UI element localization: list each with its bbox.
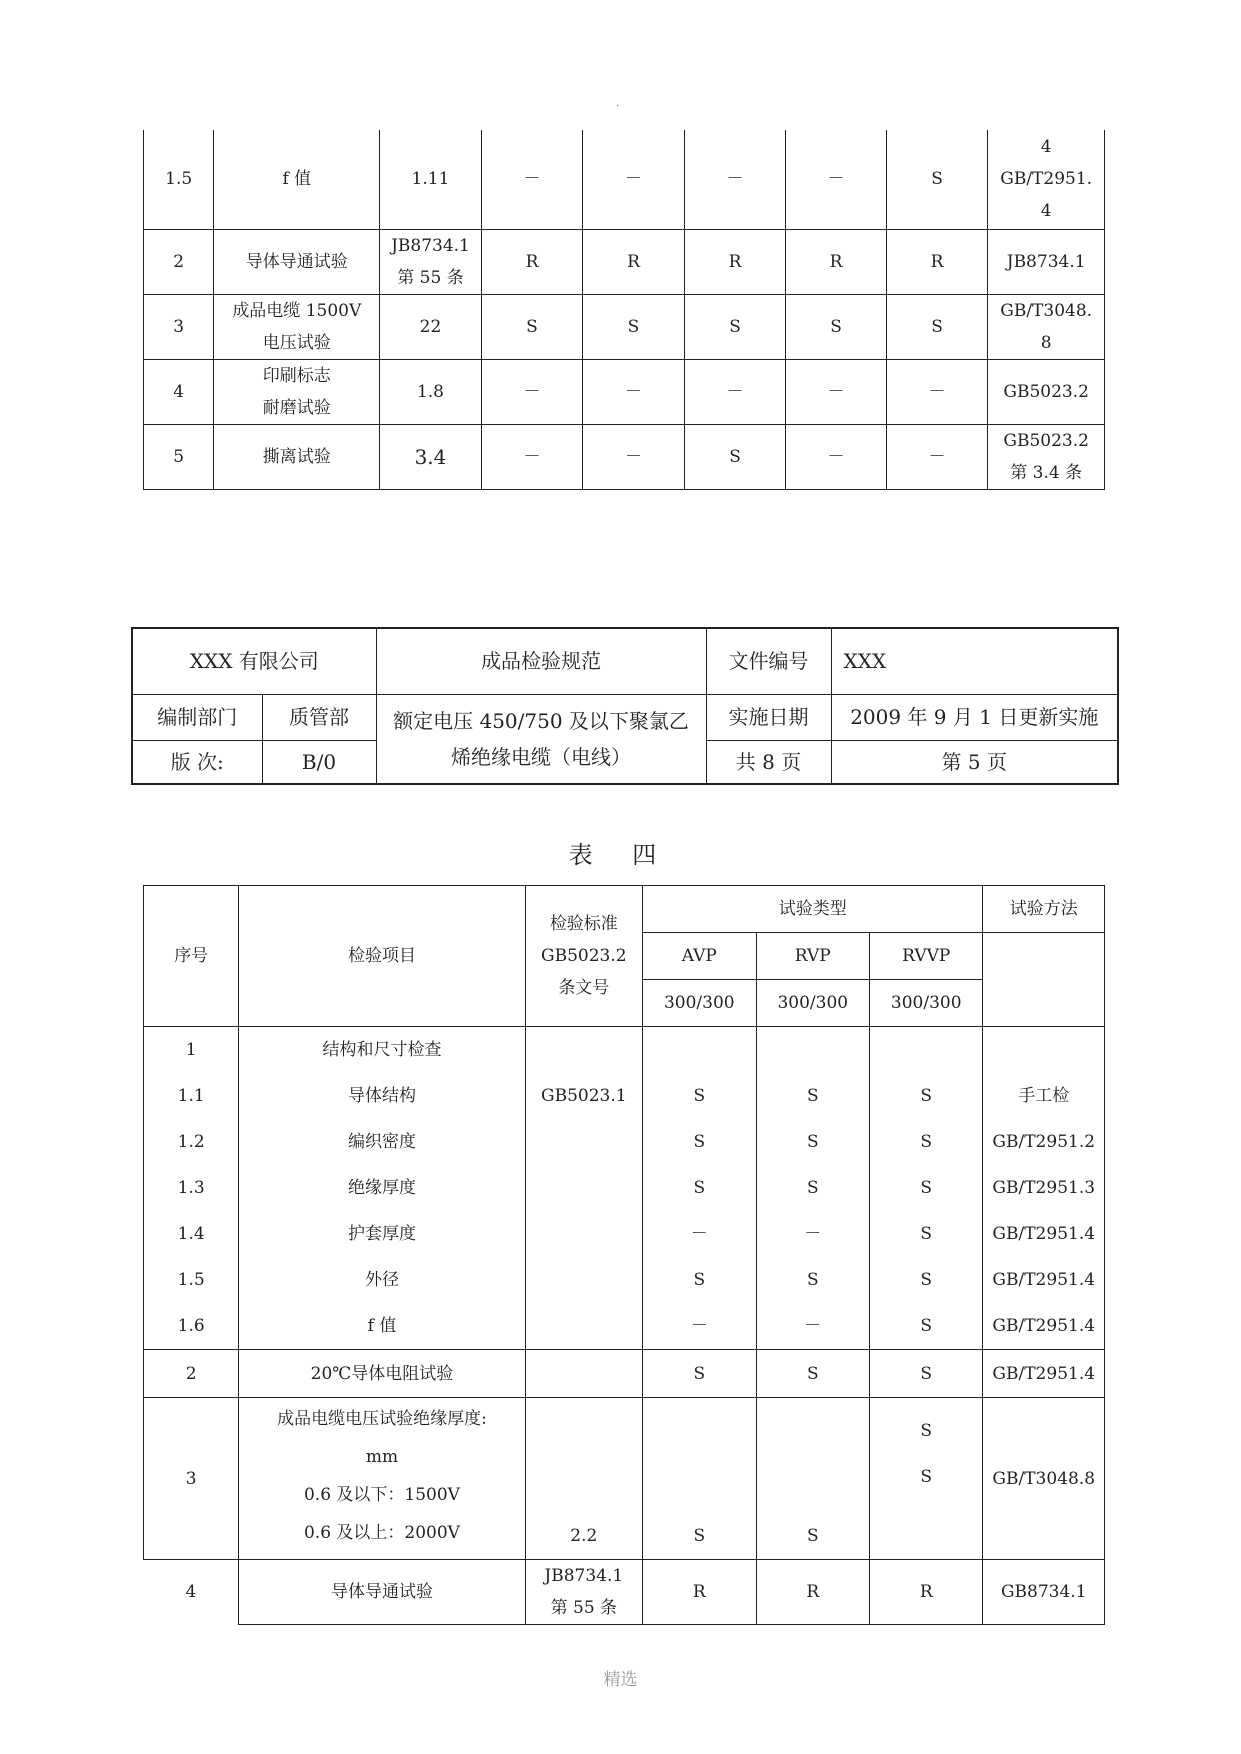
- g1-item-line: f 值: [367, 1316, 397, 1336]
- continued-cell-c4: －: [786, 359, 887, 424]
- row2-rvvp: S: [870, 1350, 983, 1398]
- row3-rvp: S: [756, 1398, 869, 1560]
- doc-no-label: 文件编号: [706, 628, 831, 694]
- g1-seq-line: 1.2: [177, 1132, 205, 1152]
- continued-cell-c4: －: [786, 130, 887, 229]
- continued-cell-c4: R: [786, 229, 887, 294]
- g1-avp-line: S: [693, 1270, 706, 1290]
- row4-rvvp: R: [870, 1560, 983, 1625]
- header-seq: 序号: [144, 886, 239, 1027]
- row3-seq: 3: [144, 1398, 239, 1560]
- continued-cell-seq: 4: [144, 359, 214, 424]
- g1-std-line: [526, 1165, 642, 1211]
- g1-seq-line: 1.6: [177, 1316, 205, 1336]
- g1-rvvp-line: S: [920, 1316, 933, 1336]
- row3-item-line: 0.6 及以上：2000V: [303, 1523, 460, 1543]
- g1-rvvp-line: [870, 1027, 982, 1073]
- continued-cell-c5: S: [886, 294, 988, 359]
- company-name: XXX 有限公司: [132, 628, 376, 694]
- continued-cell-c2: R: [583, 229, 685, 294]
- row3-std: 2.2: [525, 1398, 642, 1560]
- row2-method: GB/T2951.4: [983, 1350, 1105, 1398]
- g1-std-line: [526, 1303, 642, 1349]
- g1-std-line: [526, 1027, 642, 1073]
- header-std: 检验标准 GB5023.2 条文号: [525, 886, 642, 1027]
- footer-watermark: 精选: [603, 1670, 638, 1690]
- continued-cell-seq: 1.5: [144, 130, 214, 229]
- continued-cell-c1: －: [481, 130, 583, 229]
- doc-title: 成品检验规范: [376, 628, 706, 694]
- g1-rvp-line: S: [806, 1086, 819, 1106]
- row3-item-line: 成品电缆电压试验绝缘厚度:: [277, 1409, 487, 1429]
- group1-rvp: [756, 1027, 869, 1350]
- group1-std: [525, 1027, 642, 1350]
- g1-rvp-line: S: [806, 1132, 819, 1152]
- type-rvp: RVP: [756, 933, 869, 980]
- row4-avp: R: [643, 1560, 756, 1625]
- continued-cell-c1: R: [481, 229, 583, 294]
- continued-cell-c2: －: [583, 424, 685, 489]
- continued-cell-c5: S: [886, 130, 988, 229]
- continued-test-table: [143, 130, 1105, 490]
- continued-cell-item: 撕离试验: [214, 424, 380, 489]
- g1-rvp-line: －: [804, 1316, 822, 1336]
- voltage-avp: 300/300: [643, 980, 756, 1027]
- continued-cell-c3: S: [684, 424, 786, 489]
- continued-cell-method: GB/T3048. 8: [988, 294, 1105, 359]
- row4-item: 导体导通试验: [239, 1560, 525, 1625]
- continued-row: [144, 424, 1105, 489]
- impl-date-label: 实施日期: [706, 694, 831, 740]
- continued-cell-c5: R: [886, 229, 988, 294]
- continued-cell-c1: S: [481, 294, 583, 359]
- continued-cell-method: 4 GB/T2951. 4: [988, 130, 1105, 229]
- g1-rvvp-line: S: [920, 1178, 933, 1198]
- row3-avp: S: [643, 1398, 756, 1560]
- version-value: B/0: [262, 740, 376, 784]
- g1-seq-line: 1: [185, 1040, 197, 1060]
- continued-cell-item: f 值: [214, 130, 380, 229]
- g1-method-line: GB/T2951.2: [992, 1132, 1096, 1152]
- g1-rvp-line: [757, 1027, 869, 1073]
- row2-rvp: S: [756, 1350, 869, 1398]
- continued-cell-item: 导体导通试验: [214, 229, 380, 294]
- row3-method: GB/T3048.8: [983, 1398, 1105, 1560]
- g1-seq-line: 1.3: [177, 1178, 205, 1198]
- continued-cell-c5: －: [886, 359, 988, 424]
- g1-rvvp-line: S: [920, 1224, 933, 1244]
- row4-seq: 4: [144, 1560, 239, 1625]
- impl-date: 2009 年 9 月 1 日更新实施: [831, 694, 1118, 740]
- group1-rvvp: [870, 1027, 983, 1350]
- continued-cell-c1: －: [481, 359, 583, 424]
- g1-std-line: GB5023.1: [541, 1086, 627, 1106]
- header-item: 检验项目: [239, 886, 525, 1027]
- dept-value: 质管部: [262, 694, 376, 740]
- g1-method-line: GB/T2951.4: [992, 1270, 1096, 1290]
- g1-rvvp-line: S: [920, 1270, 933, 1290]
- g1-method-line: [983, 1027, 1104, 1073]
- doc-no: XXX: [831, 628, 1118, 694]
- continued-row: [144, 359, 1105, 424]
- method-blank: [983, 933, 1105, 1027]
- subject: 额定电压 450/750 及以下聚氯乙烯绝缘电缆（电线）: [376, 694, 706, 784]
- group1-methods: [983, 1027, 1105, 1350]
- version-label: 版 次:: [132, 740, 262, 784]
- g1-seq-line: 1.1: [177, 1086, 205, 1106]
- continued-cell-c2: －: [583, 359, 685, 424]
- g1-avp-line: [643, 1027, 755, 1073]
- continued-cell-item: 印刷标志 耐磨试验: [214, 359, 380, 424]
- row2-item: 20℃导体电阻试验: [239, 1350, 525, 1398]
- g1-avp-line: －: [690, 1316, 708, 1336]
- table-caption: 表 四: [568, 841, 673, 869]
- header-method: 试验方法: [983, 886, 1105, 933]
- g1-method-line: 手工检: [1018, 1086, 1070, 1106]
- g1-item-line: 外径: [364, 1270, 399, 1290]
- row3-rvvp-line: S: [920, 1467, 933, 1487]
- g1-item-line: 绝缘厚度: [347, 1178, 416, 1198]
- group1-items: [239, 1027, 525, 1350]
- g1-std-line: [526, 1119, 642, 1165]
- g1-item-line: 结构和尺寸检查: [322, 1040, 442, 1060]
- continued-row: [144, 130, 1105, 229]
- dept-label: 编制部门: [132, 694, 262, 740]
- group1-seqs: [144, 1027, 239, 1350]
- continued-cell-c2: S: [583, 294, 685, 359]
- continued-cell-c4: －: [786, 424, 887, 489]
- continued-cell-method: JB8734.1: [988, 229, 1105, 294]
- table-four: [143, 885, 1105, 1625]
- header-type: 试验类型: [643, 886, 983, 933]
- g1-avp-line: －: [690, 1224, 708, 1244]
- continued-cell-c2: －: [583, 130, 685, 229]
- g1-rvvp-line: S: [920, 1086, 933, 1106]
- continued-cell-c3: －: [684, 359, 786, 424]
- continued-cell-std: JB8734.1 第 55 条: [380, 229, 482, 294]
- row3-rvvp-line: S: [920, 1421, 933, 1441]
- g1-rvp-line: S: [806, 1178, 819, 1198]
- continued-cell-std: 1.11: [380, 130, 482, 229]
- g1-rvp-line: －: [804, 1224, 822, 1244]
- row4-rvp: R: [756, 1560, 869, 1625]
- voltage-rvp: 300/300: [756, 980, 869, 1027]
- g1-std-line: [526, 1211, 642, 1257]
- continued-cell-c3: －: [684, 130, 786, 229]
- continued-cell-c4: S: [786, 294, 887, 359]
- g1-avp-line: S: [693, 1132, 706, 1152]
- continued-cell-method: GB5023.2: [988, 359, 1105, 424]
- continued-cell-seq: 2: [144, 229, 214, 294]
- document-header: [131, 627, 1119, 785]
- continued-cell-item: 成品电缆 1500V 电压试验: [214, 294, 380, 359]
- type-rvvp: RVVP: [870, 933, 983, 980]
- continued-cell-c3: S: [684, 294, 786, 359]
- g1-avp-line: S: [693, 1086, 706, 1106]
- continued-cell-c1: －: [481, 424, 583, 489]
- row3-item-line: mm: [365, 1447, 399, 1467]
- row2-seq: 2: [144, 1350, 239, 1398]
- g1-rvvp-line: S: [920, 1132, 933, 1152]
- g1-item-line: 编织密度: [347, 1132, 416, 1152]
- g1-seq-line: 1.4: [177, 1224, 205, 1244]
- total-pages: 共 8 页: [706, 740, 831, 784]
- g1-avp-line: S: [693, 1178, 706, 1198]
- continued-cell-c5: －: [886, 424, 988, 489]
- continued-cell-std: 3.4: [380, 424, 482, 489]
- g1-seq-line: 1.5: [177, 1270, 205, 1290]
- row2-std: [525, 1350, 642, 1398]
- page-number: 第 5 页: [831, 740, 1118, 784]
- g1-item-line: 护套厚度: [347, 1224, 416, 1244]
- continued-cell-c3: R: [684, 229, 786, 294]
- continued-cell-method: GB5023.2 第 3.4 条: [988, 424, 1105, 489]
- row4-method: GB8734.1: [983, 1560, 1105, 1625]
- voltage-rvvp: 300/300: [870, 980, 983, 1027]
- continued-cell-seq: 5: [144, 424, 214, 489]
- g1-method-line: GB/T2951.4: [992, 1316, 1096, 1336]
- g1-method-line: GB/T2951.3: [992, 1178, 1096, 1198]
- row3-rvvp: [870, 1398, 983, 1560]
- continued-cell-seq: 3: [144, 294, 214, 359]
- row3-items: [239, 1398, 525, 1560]
- row2-avp: S: [643, 1350, 756, 1398]
- continued-cell-std: 1.8: [380, 359, 482, 424]
- row4-std: JB8734.1 第 55 条: [525, 1560, 642, 1625]
- row3-item-line: 0.6 及以下：1500V: [303, 1485, 460, 1505]
- type-avp: AVP: [643, 933, 756, 980]
- g1-rvp-line: S: [806, 1270, 819, 1290]
- continued-cell-std: 22: [380, 294, 482, 359]
- continued-row: [144, 229, 1105, 294]
- group1-avp: [643, 1027, 756, 1350]
- g1-method-line: GB/T2951.4: [992, 1224, 1096, 1244]
- page-dot: .: [616, 98, 620, 109]
- continued-row: [144, 294, 1105, 359]
- g1-item-line: 导体结构: [347, 1086, 416, 1106]
- g1-std-line: [526, 1257, 642, 1303]
